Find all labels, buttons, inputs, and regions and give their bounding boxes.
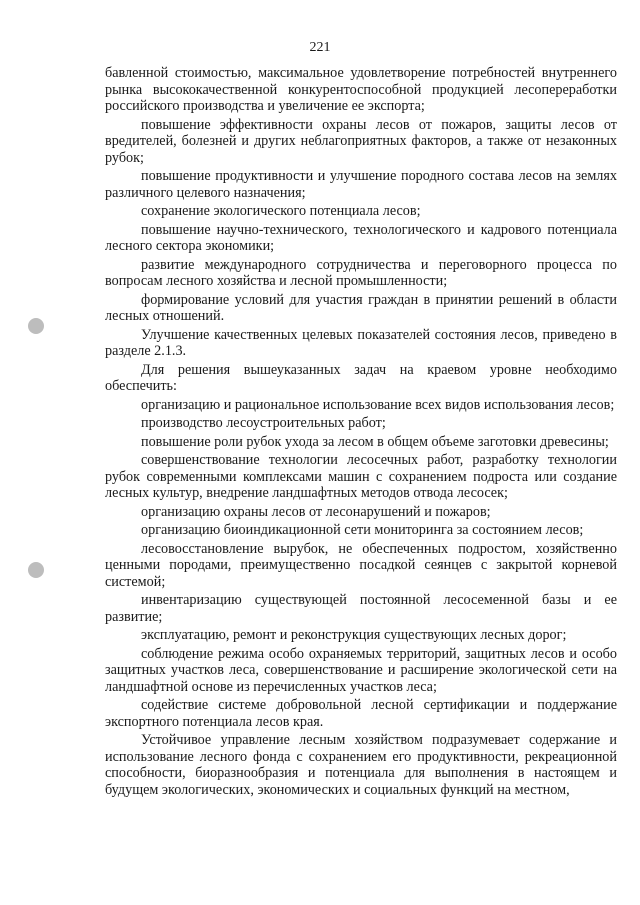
page-number: 221 xyxy=(309,40,331,55)
paragraph: организацию и рациональное использование всех видов использования лесов; xyxy=(141,396,615,413)
paragraph: повышение научно-технического, технологического и кадрового потенциала лесного сектора экономики; xyxy=(105,221,617,254)
paragraph: производство лесоустроительных работ; xyxy=(141,415,386,431)
body-text xyxy=(105,65,617,800)
punch-hole-mark xyxy=(28,562,44,578)
paragraph: организацию охраны лесов от лесонарушений и пожаров; xyxy=(141,503,491,520)
paragraph: организацию биоиндикационной сети мониторинга за состоянием лесов; xyxy=(141,522,584,538)
paragraph: инвентаризацию существующей постоянной лесосеменной базы и ее развитие; xyxy=(105,592,617,625)
paragraph: развитие международного сотрудничества и переговорного процесса по вопросам лесного хозяйства и лесной промышленности; xyxy=(105,256,617,289)
paragraph: формирование условий для участия граждан в принятии решений в области лесных отношений. xyxy=(105,291,617,324)
paragraph: эксплуатацию, ремонт и реконструкция существующих лесных дорог; xyxy=(141,627,567,643)
paragraph: повышение эффективности охраны лесов от пожаров, защиты лесов от вредителей, болезней и других неблагоприятных факторов, а также от незаконных рубок; xyxy=(105,116,617,166)
paragraph: совершенствование технологии лесосечных работ, разработку технологии рубок современными комплексами машин с сохранением подроста или создание лесных культур, внедрение ландшафтных методов отвода лесосек; xyxy=(105,452,617,501)
punch-hole-mark xyxy=(28,318,44,334)
paragraph: Для решения вышеуказанных задач на краевом уровне необходимо обеспечить: xyxy=(105,361,617,394)
paragraph: Улучшение качественных целевых показателей состояния лесов, приведено в разделе 2.1.3. xyxy=(105,326,617,359)
paragraph: содействие системе добровольной лесной сертификации и поддержание экспортного потенциала лесов края. xyxy=(105,697,617,730)
paragraph: соблюдение режима особо охраняемых территорий, защитных лесов и особо защитных участков леса, совершенствование и расширение экологической сети на ландшафтной основе из перечисленных участков леса; xyxy=(105,645,617,695)
paragraph: повышение продуктивности и улучшение породного состава лесов на землях различного целевого назначения; xyxy=(105,168,617,201)
paragraph: повышение роли рубок ухода за лесом в общем объеме заготовки древесины; xyxy=(141,433,609,450)
paragraph: лесовосстановление вырубок, не обеспеченных подростом, хозяйственно ценными породами, преимущественно посадкой сеянцев с закрытой корневой системой; xyxy=(105,540,617,590)
paragraph: бавленной стоимостью, максимальное удовлетворение потребностей внутреннего рынка высококачественной конкурентоспособной продукцией лесоперерaботки российского производства и увеличение ее экспорта; xyxy=(105,65,617,114)
paragraph: сохранение экологического потенциала лесов; xyxy=(141,203,421,219)
paragraph: Устойчивое управление лесным хозяйством подразумевает содержание и использование лесного фонда с сохранением его продуктивности, рекреационной способности, биоразнообразия и потенциала для выполнения в настоящем и будущем экологических, экономических и социальных функций на местном, xyxy=(105,732,617,798)
